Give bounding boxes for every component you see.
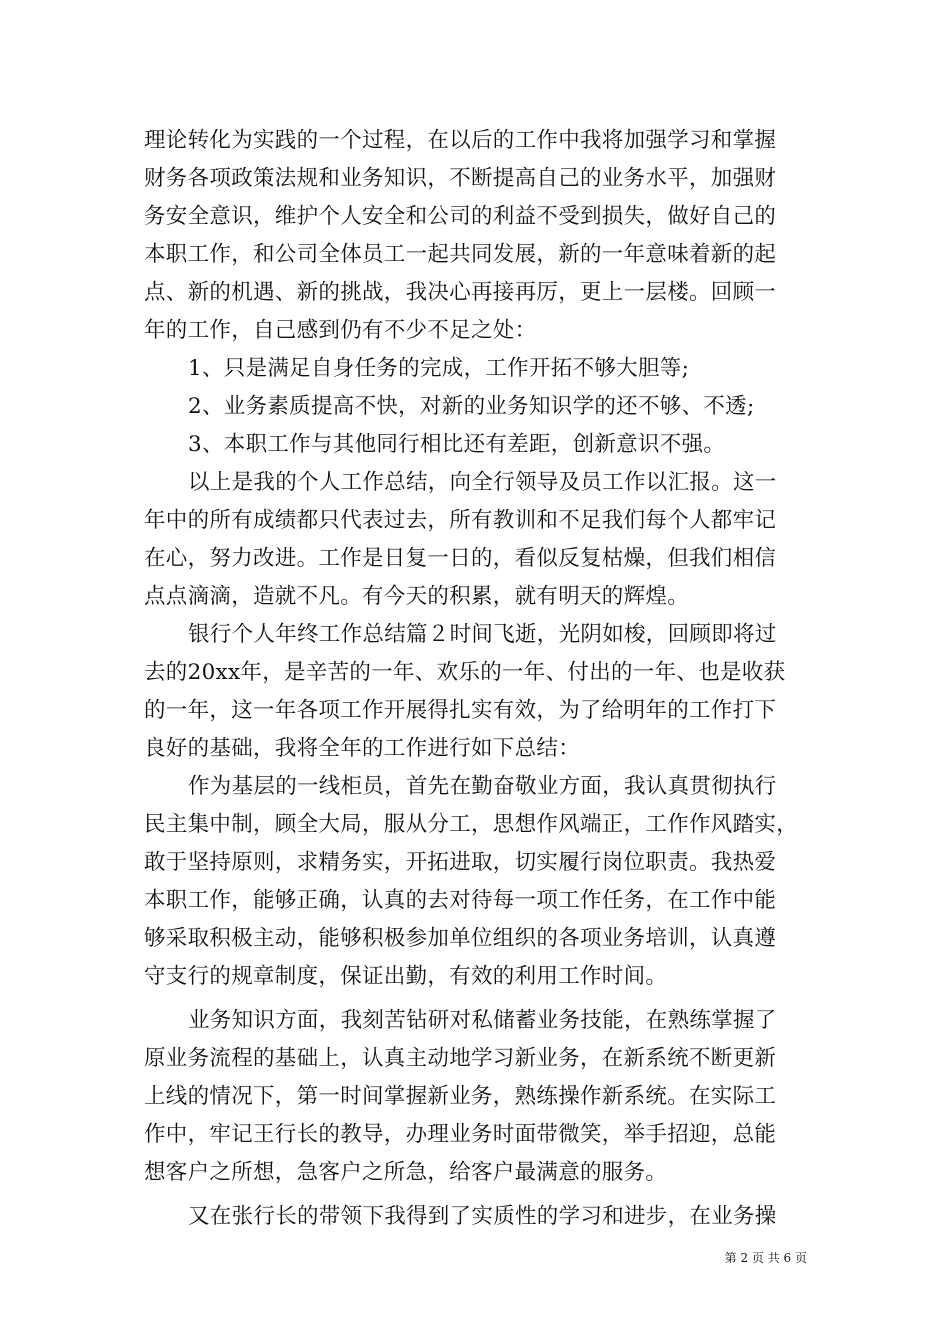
text-line: 年中的所有成绩都只代表过去，所有教训和不足我们每个人都牢记 bbox=[144, 508, 777, 533]
text-line: 理论转化为实践的一个过程，在以后的工作中我将加强学习和掌握 bbox=[144, 128, 777, 153]
text-line: 点、新的机遇、新的挑战，我决心再接再厉，更上一层楼。回顾一 bbox=[144, 280, 777, 305]
list-item: 3、本职工作与其他同行相比还有差距，创新意识不强。 bbox=[188, 432, 726, 457]
paragraph-first-line: 以上是我的个人工作总结，向全行领导及员工作以汇报。这一 bbox=[188, 470, 777, 495]
paragraph-first-line: 作为基层的一线柜员，首先在勤奋敬业方面，我认真贯彻执行 bbox=[188, 774, 777, 799]
paragraph-first-line: 业务知识方面，我刻苦钻研对私储蓄业务技能，在熟练掌握了 bbox=[188, 1008, 777, 1033]
page-number: 第 2 页 共 6 页 bbox=[724, 1251, 807, 1265]
text-line: 作中，牢记王行长的教导，办理业务时面带微笑，举手招迎，总能 bbox=[144, 1122, 777, 1147]
list-item: 2、业务素质提高不快，对新的业务知识学的还不够、不透; bbox=[188, 394, 755, 419]
text-line: 良好的基础，我将全年的工作进行如下总结： bbox=[144, 736, 581, 761]
text-line: 本职工作，和公司全体员工一起共同发展，新的一年意味着新的起 bbox=[144, 242, 777, 267]
list-item: 1、只是满足自身任务的完成，工作开拓不够大胆等; bbox=[188, 356, 690, 381]
text-line: 点点滴滴，造就不凡。有今天的积累，就有明天的辉煌。 bbox=[144, 584, 690, 609]
text-line: 的一年，这一年各项工作开展得扎实有效，为了给明年的工作打下 bbox=[144, 698, 777, 723]
text-line: 财务各项政策法规和业务知识，不断提高自己的业务水平，加强财 bbox=[144, 166, 777, 191]
text-line: 民主集中制，顾全大局，服从分工，思想作风端正，工作作风踏实， bbox=[144, 812, 799, 837]
text-line: 去的20xx年，是辛苦的一年、欢乐的一年、付出的一年、也是收获 bbox=[144, 660, 786, 685]
text-line: 务安全意识，维护个人安全和公司的利益不受到损失，做好自己的 bbox=[144, 204, 777, 229]
text-line: 在心，努力改进。工作是日复一日的，看似反复枯燥，但我们相信 bbox=[144, 546, 777, 571]
text-line: 年的工作，自己感到仍有不少不足之处： bbox=[144, 318, 537, 343]
text-line: 守支行的规章制度，保证出勤，有效的利用工作时间。 bbox=[144, 964, 668, 989]
text-line: 上线的情况下，第一时间掌握新业务，熟练操作新系统。在实际工 bbox=[144, 1084, 777, 1109]
paragraph-first-line: 银行个人年终工作总结篇２时间飞逝，光阴如梭，回顾即将过 bbox=[188, 622, 777, 647]
text-line: 想客户之所想，急客户之所急，给客户最满意的服务。 bbox=[144, 1160, 668, 1185]
text-line: 够采取积极主动，能够积极参加单位组织的各项业务培训，认真遵 bbox=[144, 926, 777, 951]
text-line: 原业务流程的基础上，认真主动地学习新业务，在新系统不断更新 bbox=[144, 1046, 777, 1071]
paragraph-first-line: 又在张行长的带领下我得到了实质性的学习和进步，在业务操 bbox=[188, 1204, 777, 1229]
text-line: 本职工作，能够正确，认真的去对待每一项工作任务，在工作中能 bbox=[144, 888, 777, 913]
text-line: 敢于坚持原则，求精务实，开拓进取，切实履行岗位职责。我热爱 bbox=[144, 850, 777, 875]
